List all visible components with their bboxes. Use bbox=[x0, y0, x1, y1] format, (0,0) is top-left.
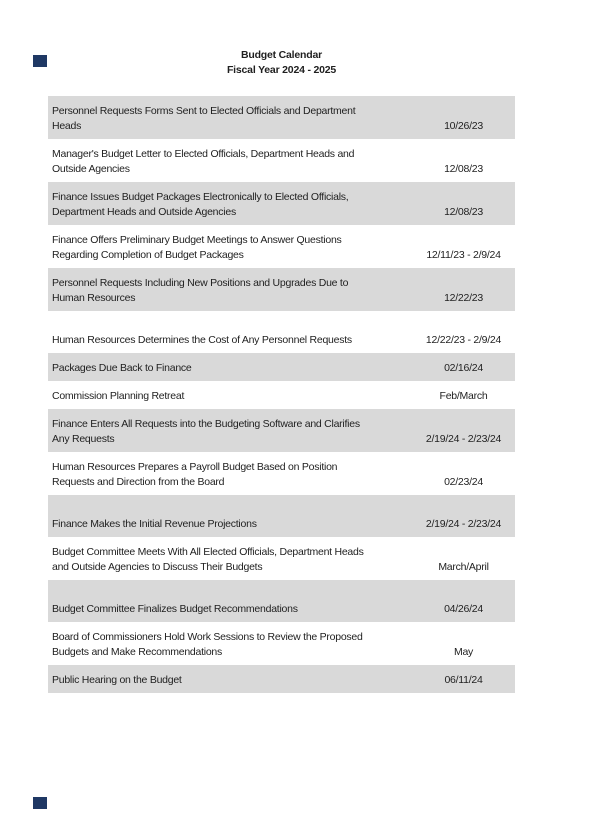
table-row bbox=[48, 311, 515, 353]
event-description: Finance Enters All Requests into the Budgeting Software and Clarifies Any Requests bbox=[52, 418, 360, 445]
event-date: 12/08/23 bbox=[444, 206, 483, 218]
event-date: 12/22/23 - 2/9/24 bbox=[425, 334, 502, 346]
title-line-2: Fiscal Year 2024 - 2025 bbox=[226, 64, 337, 76]
event-description: Budget Committee Finalizes Budget Recommendations bbox=[52, 603, 298, 615]
event-description: Public Hearing on the Budget bbox=[52, 674, 182, 686]
event-date: 12/22/23 bbox=[444, 292, 483, 304]
event-description: Commission Planning Retreat bbox=[52, 390, 185, 402]
event-date: 06/11/24 bbox=[444, 674, 483, 686]
table-row bbox=[48, 268, 515, 311]
event-date: Feb/March bbox=[439, 390, 488, 402]
event-date: March/April bbox=[438, 561, 489, 573]
event-description: Personnel Requests Forms Sent to Elected Officials and Department Heads bbox=[52, 105, 356, 132]
table-row bbox=[48, 409, 515, 452]
title-line-1: Budget Calendar bbox=[240, 49, 322, 61]
page-edge-mark-top bbox=[33, 55, 47, 67]
table-row bbox=[48, 537, 515, 580]
page-edge-mark-bottom bbox=[33, 797, 47, 809]
event-date: 2/19/24 - 2/23/24 bbox=[425, 433, 502, 445]
event-description: Board of Commissioners Hold Work Sessions to Review the Proposed Budgets and Make Recommendations bbox=[52, 631, 363, 658]
table-row bbox=[48, 381, 515, 409]
table-row bbox=[48, 452, 515, 495]
table-row bbox=[48, 665, 515, 693]
event-date: May bbox=[453, 646, 474, 658]
event-date: 04/26/24 bbox=[444, 603, 483, 615]
table-row bbox=[48, 182, 515, 225]
document-title bbox=[48, 48, 515, 78]
event-description: Personnel Requests Including New Positions and Upgrades Due to Human Resources bbox=[52, 277, 349, 304]
event-description: Finance Issues Budget Packages Electronically to Elected Officials, Department Heads and Outside Agencies bbox=[52, 191, 349, 218]
event-description: Human Resources Prepares a Payroll Budget Based on Position Requests and Direction from the Board bbox=[52, 461, 338, 488]
event-date: 12/11/23 - 2/9/24 bbox=[426, 249, 501, 261]
budget-table bbox=[48, 96, 515, 693]
table-row bbox=[48, 353, 515, 381]
event-date: 02/16/24 bbox=[444, 362, 483, 374]
event-date: 12/08/23 bbox=[444, 163, 483, 175]
table-row bbox=[48, 96, 515, 139]
table-row bbox=[48, 495, 515, 537]
event-description: Manager's Budget Letter to Elected Officials, Department Heads and Outside Agencies bbox=[52, 148, 355, 175]
table-row bbox=[48, 622, 515, 665]
event-date: 10/26/23 bbox=[444, 120, 483, 132]
table-row bbox=[48, 580, 515, 622]
event-description: Budget Committee Meets With All Elected Officials, Department Heads and Outside Agencies to Discuss Their Budgets bbox=[52, 546, 364, 573]
table-row bbox=[48, 139, 515, 182]
event-description: Finance Makes the Initial Revenue Projections bbox=[52, 518, 257, 530]
event-description: Finance Offers Preliminary Budget Meetings to Answer Questions Regarding Completion of Budget Packages bbox=[52, 234, 342, 261]
event-date: 2/19/24 - 2/23/24 bbox=[425, 518, 502, 530]
event-date: 02/23/24 bbox=[444, 476, 483, 488]
event-description: Human Resources Determines the Cost of Any Personnel Requests bbox=[52, 334, 352, 346]
event-description: Packages Due Back to Finance bbox=[52, 362, 192, 374]
table-row bbox=[48, 225, 515, 268]
